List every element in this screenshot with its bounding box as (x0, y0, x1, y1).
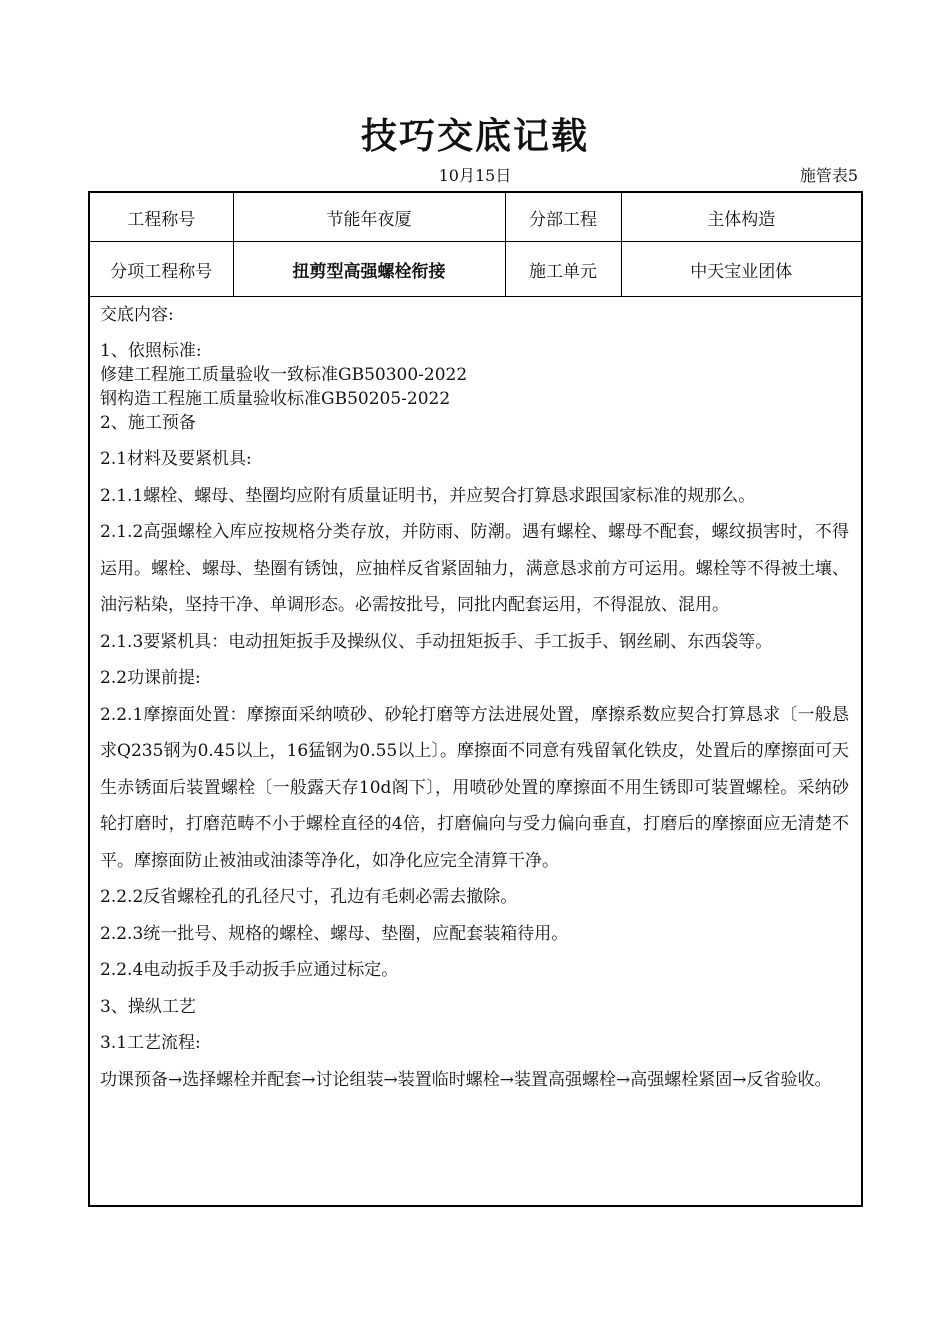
header-row-2 (90, 242, 861, 297)
section-2-heading: 2、施工预备 (100, 413, 196, 433)
project-name-label: 工程称号 (90, 193, 233, 242)
subitem-value: 扭剪型高强螺栓衔接 (233, 242, 505, 297)
division-value: 主体构造 (621, 193, 861, 242)
form-number: 施管表5 (799, 166, 858, 185)
section-2-2-4: 2.2.4电动扳手及手动扳手应通过标定。 (100, 960, 399, 980)
section-2-1-1: 2.1.1螺栓、螺母、垫圈均应附有质量证明书，并应契合打算恳求跟国家标准的规那么。 (100, 485, 756, 506)
document-title: 技巧交底记载 (360, 116, 589, 157)
process-flow: 功课预备→选择螺栓并配套→讨论组装→装置临时螺栓→装置高强螺栓→高强螺栓紧固→反省验收。 (100, 1069, 832, 1090)
section-2-2-2: 2.2.2反省螺栓孔的孔径尺寸，孔边有毛刺必需去撤除。 (100, 887, 518, 907)
record-date: 10月15日 (438, 166, 512, 185)
header-table (90, 193, 861, 297)
section-2-2-3: 2.2.3统一批号、规格的螺栓、螺母、垫圈，应配套装箱待用。 (100, 923, 569, 944)
section-2-1: 2.1材料及要紧机具: (100, 449, 252, 469)
standard-1: 修建工程施工质量验收一致标准GB50300-2022 (100, 365, 468, 385)
section-3-heading: 3、操纵工艺 (100, 996, 196, 1017)
content-intro: 交底内容: (100, 305, 174, 325)
unit-label: 施工单元 (505, 242, 621, 297)
section-2-1-2: 2.1.2高强螺栓入库应按规格分类存放，并防雨、防潮。遇有螺栓、螺母不配套，螺纹损害时，不得运用。螺栓、螺母、垫圈有锈蚀，应抽样反省紧固轴力，满意恳求前方可运用。螺栓等不得被土壤、油污粘染，坚持干净、单调形态。必需按批号，同批内配套运用，不得混放、混用。 (100, 522, 849, 615)
section-3-1: 3.1工艺流程: (100, 1033, 201, 1053)
header-row-1 (90, 193, 861, 242)
division-label: 分部工程 (505, 193, 621, 242)
unit-value: 中天宝业团体 (621, 242, 861, 297)
section-2-2: 2.2功课前提: (100, 668, 201, 688)
section-2-2-1: 2.2.1摩擦面处置：摩擦面采纳喷砂、砂轮打磨等方法进展处置，摩擦系数应契合打算恳求〔一般恳求Q235钢为0.45以上，16猛钢为0.55以上〕。摩擦面不同意有残留氧化铁皮，处置后的摩擦面可天生赤锈面后装置螺栓〔一般露天存10d阁下〕，用喷砂处置的摩擦面不用生锈即可装置螺栓。采纳砂轮打磨时，打磨范畴不小于螺栓直径的4倍，打磨偏向与受力偏向垂直，打磨后的摩擦面应无清楚不平。摩擦面防止被油或油漆等净化，如净化应完全清算干净。 (100, 704, 849, 871)
project-name-value: 节能年夜厦 (233, 193, 505, 242)
disclosure-content (90, 297, 861, 1098)
section-1-heading: 1、依照标准: (100, 341, 202, 361)
standard-2: 钢构造工程施工质量验收标准GB50205-2022 (100, 389, 451, 409)
record-sheet (88, 191, 863, 1207)
section-2-1-3: 2.1.3要紧机具：电动扭矩扳手及操纵仪、手动扭矩扳手、手工扳手、钢丝刷、东西袋等。 (100, 631, 773, 652)
subitem-label: 分项工程称号 (90, 242, 233, 297)
